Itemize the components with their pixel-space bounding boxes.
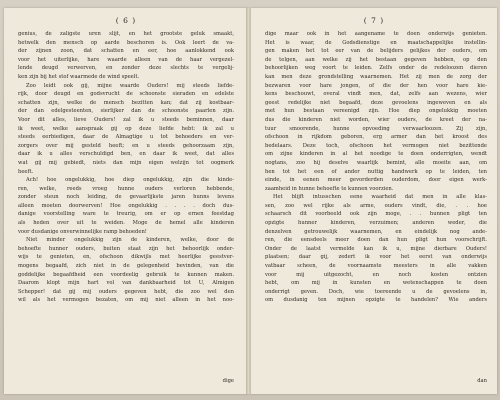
text-line: om zijne kinderen in al het noodige te doen onderrigten, wendt bbox=[265, 151, 487, 158]
text-line: Zoo leidt ook gij, mijne waarde Ouders! mij steeds liefde- bbox=[26, 82, 234, 89]
text-line: voor mij uitgezocht, en noch kosten ontzien bbox=[265, 271, 487, 278]
text-line: opzigte hunner kinderen, verzuimen; anderen weder, die bbox=[265, 220, 487, 227]
text-line: voor het uiterlijke, hare waarde alleen van de haar vergezel- bbox=[18, 56, 234, 63]
text-line: sen, zoo wel rijke als arme, ouders vindt, die, . . hoe bbox=[265, 202, 487, 209]
text-line: ik weet, welke aanspraak gij op deze liefde hebt: ik zal u bbox=[18, 125, 234, 132]
text-line: bezwaren voor hare jongen, of die der hen voor hare kie- bbox=[265, 82, 487, 89]
text-line: Ach! hoe ongelukkig, hoe diep ongelukkig, zijn die kinde- bbox=[26, 177, 234, 184]
text-line: ken zijn bij het stof waarmede de wind speelt. bbox=[18, 73, 140, 80]
text-line: met hun bestaan vereenigd zijn. Hoe diep ongelukkig moeten bbox=[265, 108, 487, 115]
text-line: der dan edelgesteenten, sierlijker dan de schoonste paarlen zijn. bbox=[18, 108, 234, 115]
text-line: plaatsen; daar gij, zedert ik voor het eerst van onderwijs bbox=[265, 254, 487, 261]
text-line: der zijnen zoon, dat schatten en eer, hoe aanlokkend ook bbox=[18, 48, 234, 55]
text-line: schaarsch dit voorbeeld ook zijn moge, . . hunnen pligt ten bbox=[265, 211, 487, 218]
text-line: ren, die eensdeels meer doen dan hun pligt hun voorschrijft. bbox=[265, 237, 487, 244]
text-line: behoorlijken weg voort te leiden. Zelfs onder de redeloozen dieren bbox=[265, 65, 487, 72]
text-line: de telgen, aan welke zij het bestaan gegeven hebben, op den bbox=[265, 56, 487, 63]
text-line: dige maar ook in het aangename te doen onderwijs genieten. bbox=[265, 31, 487, 37]
text-line: Niet minder ongelukkig zijn de kinderen, welke, door de bbox=[26, 237, 234, 244]
text-line: Onder de laatst vermelde kan ik u, mijne dierbare Ouders! bbox=[265, 245, 487, 252]
text-line: nogtans, zoo hij deselve waarlijk bemint, alle moeite aan, om bbox=[265, 159, 487, 166]
text-line: daar ik u alles verschuldigd ben, en daar ik weet, dat alles bbox=[18, 151, 234, 158]
text-line: Daarom klopt mijn hart vol van dankbaarheid tot U, Almigen bbox=[18, 280, 234, 287]
page-number: ( 6 ) bbox=[115, 16, 137, 25]
text-line: genius, de zaligste uren slijt, en het grootste geluk smaakt, bbox=[18, 31, 234, 37]
text-line: kens beschouwt, overal vindt men, dat, zelfs aan wezens, wier bbox=[265, 91, 487, 98]
text-line: hen tot het een of ander nuttig handwerk op te leiden, ten bbox=[265, 168, 487, 175]
text-line: goddelijke begaafdheid een voordeelig gebruik te kunnen maken. bbox=[18, 271, 234, 278]
text-line: om dusdanig ten mijnen opzigte te handelen? Wie anders bbox=[265, 297, 487, 304]
text-line: behoefte hunner ouders, buiten staat zijn het behoorlijk onder- bbox=[18, 245, 234, 252]
text-line: ofschoon in rijkdom geboren, erg armer dan het kroost des bbox=[265, 134, 487, 141]
catchword: dige bbox=[222, 378, 234, 384]
text-line: vatbaar scheen, de voornaamste meesters in alle vakken bbox=[265, 263, 487, 270]
text-line: kan men deze grondstelling waarnemen. Het zij men de zorg der bbox=[265, 73, 487, 80]
text-line: mogens begaafd, zich niet in de gelegenheid bevinden, van die bbox=[18, 263, 234, 270]
text-line: alleen moeten doorwerven! Hoe ongelukkig . . . . doch dus- bbox=[18, 202, 234, 209]
page-text bbox=[18, 30, 234, 305]
text-line: Het blijft intusschen eene waarheid dat men in alle klas- bbox=[273, 194, 487, 201]
text-line: voor dusdanige onverwinnelijke ramp behoeden! bbox=[18, 228, 147, 235]
text-line: einde, in eenen meer gevorderden ouderdom, door eigen werk- bbox=[265, 177, 487, 184]
text-line: zorgers over mij gesteld heeft; en u steeds gehoorzaam zijn, bbox=[18, 142, 234, 149]
text-line: wil als het vermogen bezaten, om mij niet alleen in het noo- bbox=[18, 297, 234, 304]
text-line: Het is waar, de Godsdienstige en maatschappelijke instellin- bbox=[265, 39, 487, 46]
text-line: zonder steun noch leiding, de gevaarlijkste jaren hunns levens bbox=[18, 194, 234, 201]
text-line: wat gij mij gebiedt, niets dan mijn eigen welzijn tot oogmerk bbox=[18, 159, 234, 166]
catchword: dan bbox=[477, 378, 487, 384]
text-line: Schepper! dat gij mij ouders gegeven hebt, die zoo wel den bbox=[18, 288, 234, 295]
text-line: bedelaars. Deze toch, ofschoon het vermogen niet bezittende bbox=[265, 142, 487, 149]
text-line: als heden over uit te weiden. Moge de hemel alle kinderen bbox=[18, 220, 234, 227]
text-line: hetwelk den mensch op aarde beschoren is. Ook leert de va- bbox=[18, 39, 234, 46]
text-line: hebt, om mij in kunsten en wetenschappen te doen bbox=[265, 280, 487, 287]
text-line: schatten zijn, welke de mensch bezitten kan; dat zij kostbaar- bbox=[18, 99, 234, 106]
left-page bbox=[4, 8, 249, 394]
page-text bbox=[265, 30, 487, 305]
text-line: tuur smoorende, hunne opvoeding verwaarloozen. Zij zijn, bbox=[265, 125, 487, 132]
text-line: gen maken het tot eer van de belijders gelijkes der ouders, om bbox=[265, 48, 487, 55]
text-line: danige voorstelling ware te treurig, om er op ernen feestdag bbox=[18, 211, 234, 218]
text-line: rijk, door deugd en godsvrucht de schoonste sieraden en edelste bbox=[18, 91, 234, 98]
right-page bbox=[250, 8, 497, 394]
page-number: ( 7 ) bbox=[363, 16, 385, 25]
text-line: Voor dit alles, lieve Ouders! zal ik u steeds beminnen, daar bbox=[18, 116, 234, 123]
text-line: geest redelijke niet begaafd, deze gevoelens ingeweven en als bbox=[265, 99, 487, 106]
text-line: ren, welke, reeds vroeg hunne ouders verloren hebbende, bbox=[18, 185, 234, 192]
text-line: denzelven getrouwelijk waarnemen, en eindelijk nog ande- bbox=[265, 228, 487, 235]
text-line: zaamheid in hunne behoefte te kunnen voorzien. bbox=[265, 185, 394, 192]
text-line: wijs te genieten, en, ofschoon dikwijls met heerlijke geestver- bbox=[18, 254, 234, 261]
text-line: dus die kinderen niet worden, wier ouders, de kreet der na- bbox=[265, 116, 487, 123]
text-line: onderrigt geven. Doch, wie toereende u de gevoelens in, bbox=[265, 288, 487, 295]
text-line: heeft. bbox=[18, 168, 34, 175]
text-line: steeds eerbiedigen, daar de Almagtige u tot behoeders en ver- bbox=[18, 134, 234, 141]
text-line: lende deugd verwerven, en zonder deze slechts te vergelij- bbox=[18, 65, 234, 72]
